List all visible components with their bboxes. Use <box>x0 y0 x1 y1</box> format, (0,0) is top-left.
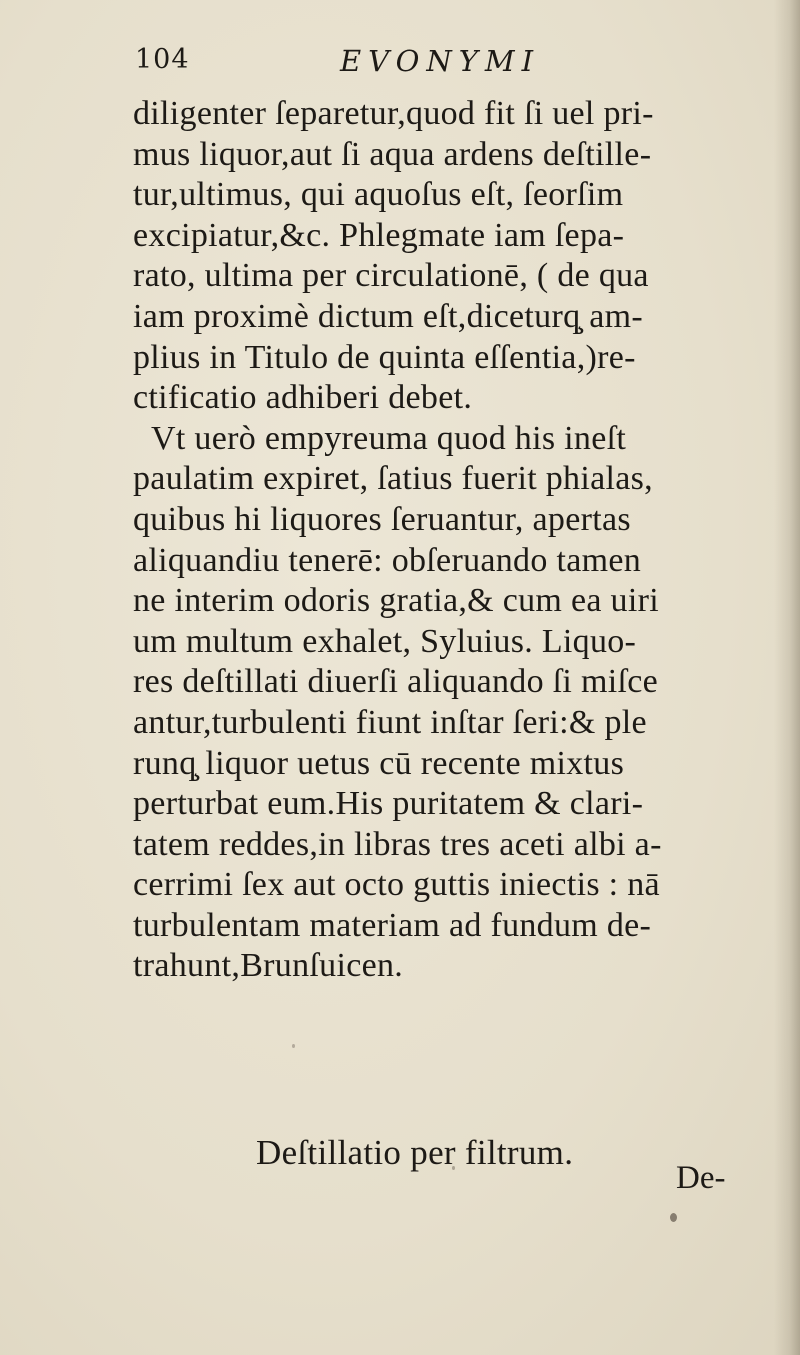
text-line: plius in Titulo de quinta eſſentia,)re- <box>133 338 636 376</box>
section-heading: Deſtillatio per filtrum. <box>256 1133 574 1172</box>
text-line: cerrimi ſex aut octo guttis iniectis : nā <box>133 866 660 904</box>
body-text <box>133 94 773 987</box>
text-line: diligenter ſeparetur,quod fit ſi uel pri- <box>133 95 654 132</box>
text-line: paulatim expiret, ſatius fuerit phialas, <box>133 460 653 498</box>
page-number: 104 <box>135 44 190 75</box>
running-title: EVONYMI <box>340 44 541 78</box>
page-header <box>135 44 635 88</box>
text-line: tur,ultimus, qui aquoſus eſt, ſeorſim <box>133 176 624 214</box>
text-line: iam proximè dictum eſt,diceturq̧ am- <box>133 297 643 335</box>
text-line: um multum exhalet, Syluius. Liquo- <box>133 622 637 660</box>
text-line: res deſtillati diuerſi aliquando ſi miſce <box>133 663 658 701</box>
text-line: turbulentam materiam ad fundum de- <box>133 906 652 944</box>
text-line: trahunt,Brunſuicen. <box>133 947 404 985</box>
text-line: ne interim odoris gratia,& cum ea uiri <box>133 582 659 620</box>
text-line: ctificatio adhiberi debet. <box>133 379 473 417</box>
text-line: quibus hi liquores ſeruantur, apertas <box>133 500 631 538</box>
page-gutter-shadow <box>774 0 800 1355</box>
text-line: excipiatur,&c. Phlegmate iam ſepa- <box>133 216 625 254</box>
text-line: aliquandiu tenerē: obſeruando tamen <box>133 541 642 579</box>
text-line: tatem reddes,in libras tres aceti albi a- <box>133 825 662 863</box>
paragraph-start-line: Vt uerò empyreuma quod his ineſt <box>151 419 627 457</box>
ink-speck <box>670 1213 677 1222</box>
text-line: mus liquor,aut ſi aqua ardens deſtille- <box>133 135 652 173</box>
text-line: perturbat eum.His puritatem & clari- <box>133 785 644 823</box>
catchword: De- <box>676 1160 726 1196</box>
ink-speck <box>452 1166 455 1170</box>
text-line: antur,turbulenti fiunt inſtar ſeri:& ple <box>133 703 647 741</box>
text-line: runq̧ liquor uetus cū recente mixtus <box>133 744 625 782</box>
ink-speck <box>292 1044 295 1048</box>
text-line: rato, ultima per circulationē, ( de qua <box>133 257 649 295</box>
